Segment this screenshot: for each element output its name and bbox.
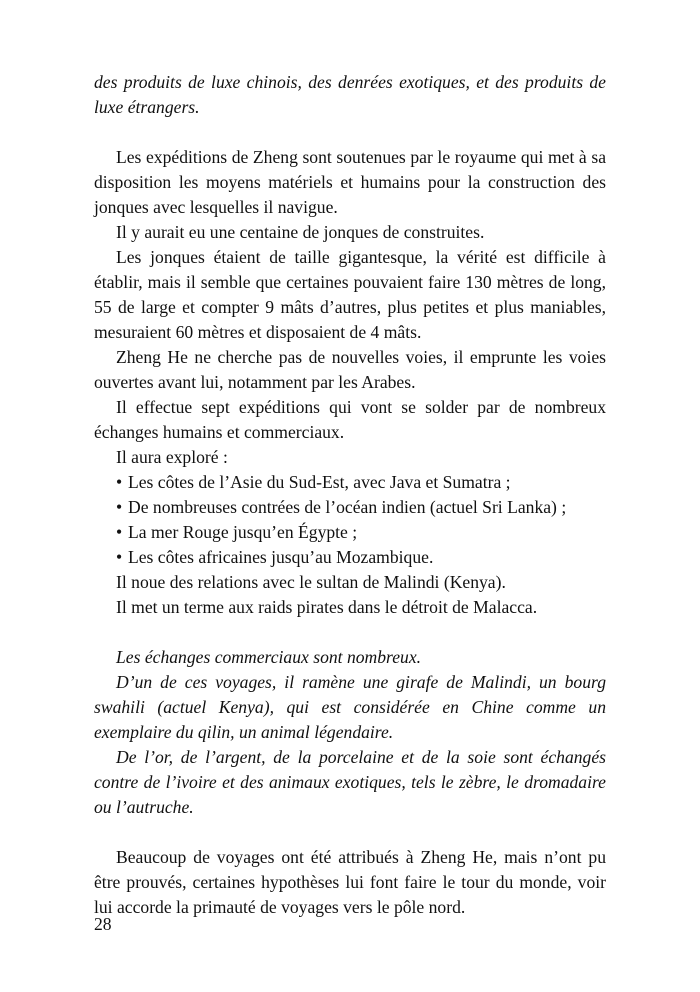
bullet-item	[94, 520, 606, 545]
bullet-text: La mer Rouge jusqu’en Égypte ;	[128, 522, 358, 542]
spacer	[94, 120, 606, 145]
spacer	[94, 820, 606, 845]
italic-paragraph-girafe: D’un de ces voyages, il ramène une girafe de Malindi, un bourg swahili (actuel Kenya), qui est considérée en Chine comme un exemplaire du qilin, un animal légendaire.	[94, 672, 606, 742]
spacer	[94, 620, 606, 645]
bullet-icon: •	[116, 522, 123, 542]
bullet-text: Les côtes de l’Asie du Sud-Est, avec Java et Sumatra ;	[128, 472, 511, 492]
bullet-item	[94, 545, 606, 570]
paragraph-sept-expeditions: Il effectue sept expéditions qui vont se solder par de nombreux échanges humains et commerciaux.	[94, 397, 606, 442]
paragraph-voies: Zheng He ne cherche pas de nouvelles voies, il emprunte les voies ouvertes avant lui, notamment par les Arabes.	[94, 347, 606, 392]
bullet-icon: •	[116, 547, 123, 567]
bullet-text: Les côtes africaines jusqu’au Mozambique.	[128, 547, 434, 567]
bullet-icon: •	[116, 497, 123, 517]
bullet-text: De nombreuses contrées de l’océan indien (actuel Sri Lanka) ;	[128, 497, 567, 517]
paragraph-explore: Il aura exploré :	[116, 447, 228, 467]
bullet-icon: •	[116, 472, 123, 492]
page-body	[94, 70, 606, 920]
paragraph-malacca: Il met un terme aux raids pirates dans le détroit de Malacca.	[116, 597, 538, 617]
paragraph-final: Beaucoup de voyages ont été attribués à Zheng He, mais n’ont pu être prouvés, certaines hypothèses lui font faire le tour du monde, voir lui accorde la primauté de voyages vers le pôle nord.	[94, 847, 606, 917]
page-number: 28	[94, 914, 112, 934]
italic-paragraph-echanges: Les échanges commerciaux sont nombreux.	[116, 647, 422, 667]
paragraph-malindi: Il noue des relations avec le sultan de Malindi (Kenya).	[116, 572, 506, 592]
bullet-item	[94, 470, 606, 495]
italic-paragraph-or: De l’or, de l’argent, de la porcelaine et de la soie sont échangés contre de l’ivoire et des animaux exotiques, tels le zèbre, le dromadaire ou l’autruche.	[94, 747, 606, 817]
paragraph-jonques-size: Les jonques étaient de taille gigantesque, la vérité est difficile à établir, mais il semble que certaines pouvaient faire 130 mètres de long, 55 de large et compter 9 mâts d’autres, plus petites et plus maniables, mesuraient 60 mètres et disposaient de 4 mâts.	[94, 247, 606, 342]
paragraph-jonques-count: Il y aurait eu une centaine de jonques de construites.	[116, 222, 485, 242]
paragraph-continued: des produits de luxe chinois, des denrées exotiques, et des produits de luxe étrangers.	[94, 72, 606, 117]
bullet-item	[94, 495, 606, 520]
paragraph-expeditions: Les expéditions de Zheng sont soutenues par le royaume qui met à sa disposition les moyens matériels et humains pour la construction des jonques avec lesquelles il navigue.	[94, 147, 606, 217]
